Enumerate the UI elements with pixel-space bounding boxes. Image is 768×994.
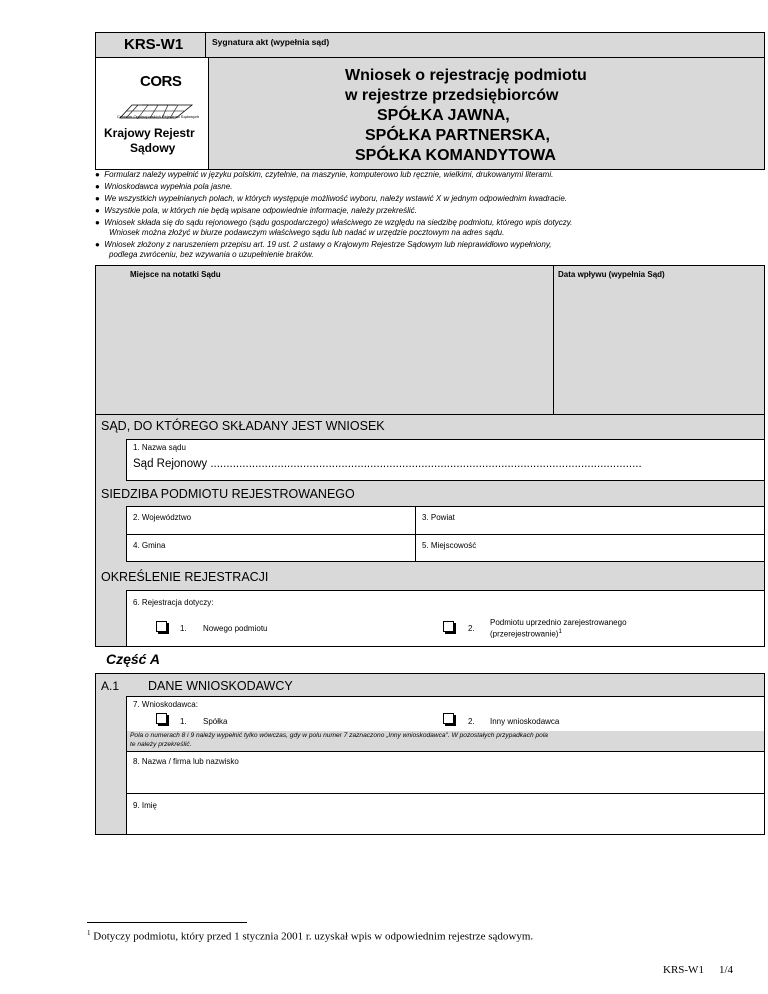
bullet-icon: ● xyxy=(95,182,100,191)
court-name-value: Sąd Rejonowy ....................................................................................................................................... xyxy=(133,458,642,470)
reregistration-checkbox[interactable] xyxy=(443,621,454,632)
applicant-label: 7. Wnioskodawca: xyxy=(133,700,198,709)
new-entity-checkbox[interactable] xyxy=(156,621,167,632)
date-received-label: Data wpływu (wypełnia Sąd) xyxy=(558,270,665,279)
instruction-item: ● Wnioskodawca wypełnia pola jasne. xyxy=(95,182,233,191)
instruction-item: ● Wniosek złożony z naruszeniem przepisu art. 19 ust. 2 ustawy o Krajowym Rejestrze Sądowym lub nieprawidłowo wypełniony, xyxy=(95,240,552,249)
voivodeship-label: 2. Województwo xyxy=(133,513,192,522)
instruction-item: ● Wniosek składa się do sądu rejonowego (sądu gospodarczego) właściwego ze względu na siedzibę podmiotu, którego wpis dotyczy. xyxy=(95,218,573,227)
footnote-ref: 1 xyxy=(558,629,562,635)
commune-field[interactable] xyxy=(126,534,416,562)
court-notes-label: Miejsce na notatki Sądu xyxy=(130,270,221,279)
commune-label: 4. Gmina xyxy=(133,541,166,550)
registry-name-1: Krajowy Rejestr xyxy=(104,126,195,140)
header-divider-v xyxy=(205,32,206,58)
instructions xyxy=(95,170,765,265)
other-applicant-checkbox[interactable] xyxy=(443,713,454,724)
logo-divider-v xyxy=(208,57,209,170)
court-name-label: 1. Nazwa sądu xyxy=(133,443,186,452)
form-title-1: Wniosek o rejestrację podmiotu xyxy=(345,67,587,84)
bullet-icon: ● xyxy=(95,170,100,179)
a1-number: A.1 xyxy=(101,679,120,693)
applicant-note-1: Pola o numerach 8 i 9 należy wypełnić tylko wówczas, gdy w polu numer 7 zaznaczono „Inny wnioskodawca". W pozostałych przypadkach pola xyxy=(130,732,548,739)
logo-caption: Centrum Ogólnopolskich Rejestrów Sądowych xyxy=(117,114,200,119)
reregistration-num: 2. xyxy=(468,624,475,633)
company-label: Spółka xyxy=(203,717,228,726)
logo-text: CORS xyxy=(140,73,182,90)
registration-field xyxy=(126,590,764,646)
company-num: 1. xyxy=(180,717,187,726)
other-applicant-label: Inny wnioskodawca xyxy=(490,717,560,726)
a1-heading: DANE WNIOSKODAWCY xyxy=(148,679,293,693)
instruction-item: ● Formularz należy wypełnić w języku polskim, czytelnie, na maszynie, komputerowo lub ręcznie, wielkimi, drukowanymi literami. xyxy=(95,170,554,179)
reregistration-label-2: (przerejestrowanie)$^1$ xyxy=(490,629,562,639)
instruction-item-cont: podlega zwróceniu, bez wzywania o uzupełnienie braków. xyxy=(109,250,314,259)
county-label: 3. Powiat xyxy=(422,513,455,522)
footnote-text: Dotyczy podmiotu, który przed 1 stycznia 2001 r. uzyskał wpis w odpowiednim rejestrze sądowym. xyxy=(93,930,534,943)
locality-label: 5. Miejscowość xyxy=(422,541,477,550)
form-title-5: SPÓŁKA KOMANDYTOWA xyxy=(355,147,556,164)
footer-page: 1/4 xyxy=(719,964,734,976)
applicant-note-2: te należy przekreślić. xyxy=(130,741,192,748)
bullet-icon: ● xyxy=(95,240,100,249)
instruction-item: ● Wszystkie pola, w których nie będą wpisane odpowiednie informacje, należy przekreślić. xyxy=(95,206,417,215)
footer-code: KRS-W1 xyxy=(663,964,704,976)
new-entity-num: 1. xyxy=(180,624,187,633)
court-notes-divider xyxy=(553,265,554,415)
section-registration-heading: OKREŚLENIE REJESTRACJI xyxy=(101,570,269,584)
first-name-field[interactable] xyxy=(126,793,764,834)
name-company-label: 8. Nazwa / firma lub nazwisko xyxy=(133,757,239,766)
court-notes-box xyxy=(95,265,765,415)
bullet-icon: ● xyxy=(95,194,100,203)
new-entity-label: Nowego podmiotu xyxy=(203,624,268,633)
form-title-3: SPÓŁKA JAWNA, xyxy=(377,107,510,124)
bullet-icon: ● xyxy=(95,218,100,227)
instruction-item-cont: Wniosek można złożyć w biurze podawczym właściwego sądu lub nadać w urzędzie pocztowym na adres sądu. xyxy=(109,228,505,237)
section-court-heading: SĄD, DO KTÓREGO SKŁADANY JEST WNIOSEK xyxy=(101,419,385,433)
reregistration-label-1: Podmiotu uprzednio zarejestrowanego xyxy=(490,618,627,627)
form-title-2: w rejestrze przedsiębiorców xyxy=(345,87,559,104)
bullet-icon: ● xyxy=(95,206,100,215)
signature-label: Sygnatura akt (wypełnia sąd) xyxy=(212,37,330,47)
company-checkbox[interactable] xyxy=(156,713,167,724)
section-seat-heading: SIEDZIBA PODMIOTU REJESTROWANEGO xyxy=(101,487,355,501)
registration-label: 6. Rejestracja dotyczy: xyxy=(133,598,214,607)
other-applicant-num: 2. xyxy=(468,717,475,726)
footnote-mark: 1 xyxy=(87,929,91,937)
part-a-title: Część A xyxy=(106,651,160,667)
first-name-label: 9. Imię xyxy=(133,801,158,810)
footnote-separator xyxy=(87,922,247,923)
county-field[interactable] xyxy=(415,506,765,535)
footnote xyxy=(87,929,533,943)
form-code: KRS-W1 xyxy=(124,36,184,53)
registry-name-2: Sądowy xyxy=(130,141,176,155)
form-title-4: SPÓŁKA PARTNERSKA, xyxy=(365,127,550,144)
instruction-item: ● We wszystkich wypełnianych polach, w których występuje możliwość wyboru, należy wstawić X w jednym odpowiednim kwadracie. xyxy=(95,194,567,203)
